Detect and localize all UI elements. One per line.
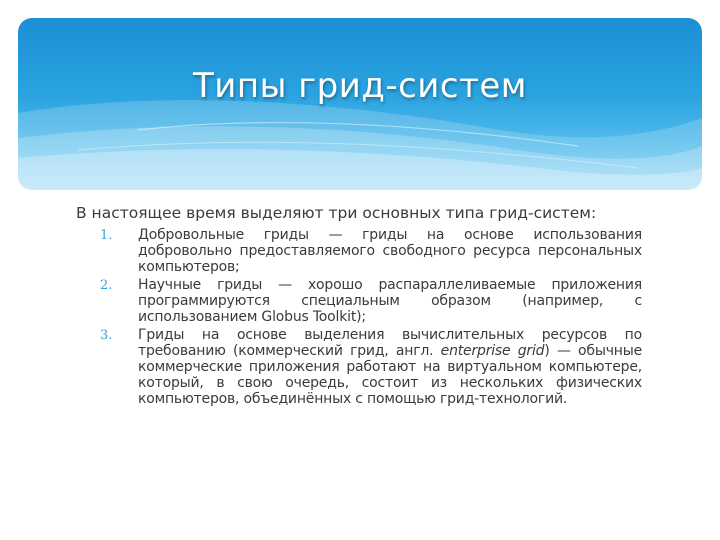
list-item [76, 227, 642, 275]
list-item [76, 277, 642, 325]
list-number: 3. [100, 328, 113, 343]
intro-text: В настоящее время выделяют три основных типа грид-систем: [76, 204, 597, 222]
slide-body [76, 203, 642, 409]
list-item-text: Добровольные гриды — гриды на основе использования добровольно предоставляемого свободного ресурса персональных компьютеров; [138, 227, 642, 275]
list-item-text [138, 327, 642, 407]
list-item [76, 327, 642, 407]
title-banner [18, 18, 702, 190]
list-item-text: Научные гриды — хорошо распараллеливаемые приложения программируются специальным образом (например, с использованием Globus Toolkit); [138, 277, 642, 325]
list-number: 1. [100, 228, 113, 243]
grid-types-list [76, 227, 642, 407]
english-term: enterprise grid [440, 343, 545, 359]
list-item-text-part: Гриды на основе выделения вычислительных ресурсов по требованию (коммерческий грид, англ. [138, 327, 642, 359]
list-item-text-part: ) — обычные коммерческие приложения работают на виртуальном компьютере, который, в свою очередь, состоит из нескольких физических компьютеров, объединённых с помощью грид-технологий. [138, 343, 642, 407]
slide-title: Типы грид-систем [193, 66, 527, 106]
list-number: 2. [100, 278, 113, 293]
